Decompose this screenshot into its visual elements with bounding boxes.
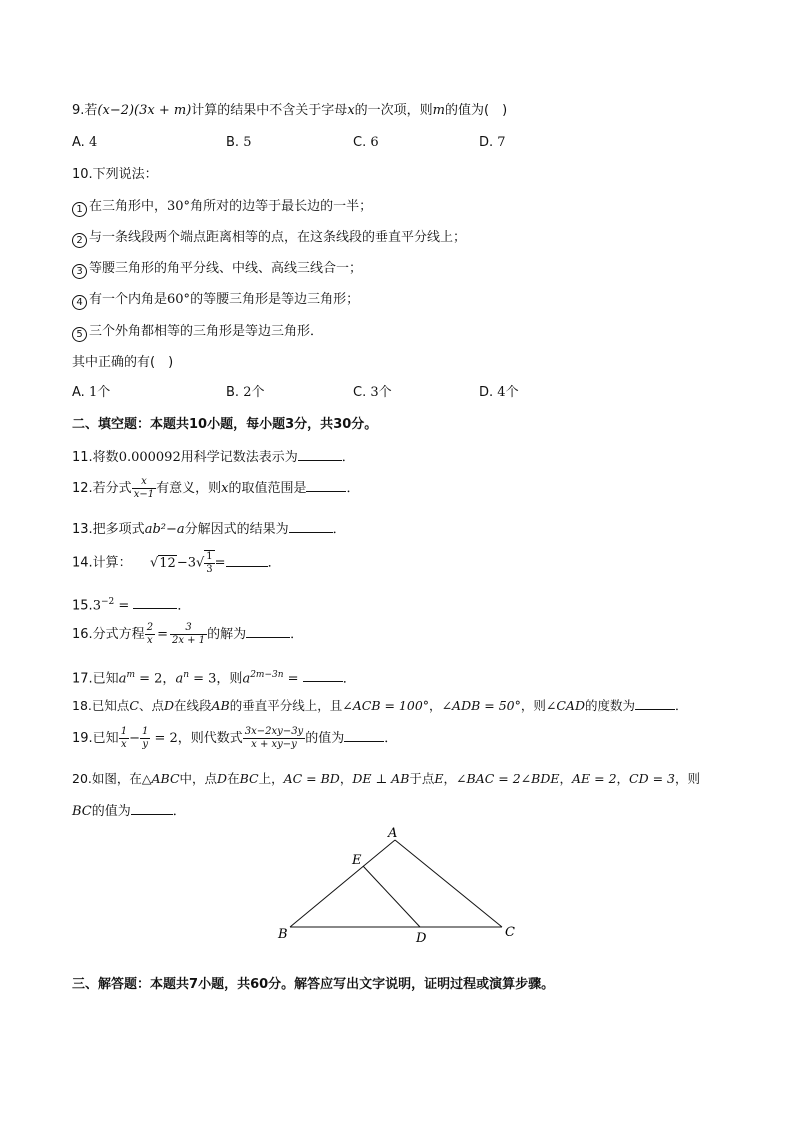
question-9-option-a: A. 4 (72, 135, 98, 150)
fraction: $\frac{1}{y}$ (141, 726, 149, 750)
side-ac (395, 840, 502, 927)
triangle-figure (270, 820, 530, 950)
answer-blank (246, 625, 290, 638)
answer-blank (131, 802, 173, 815)
fraction: $\frac{x}{x-1}$ (133, 476, 155, 500)
circled-number-1: 1 (72, 202, 87, 217)
question-9-option-b: B. 5 (226, 135, 252, 150)
fraction: $\frac{2}{x}$ (146, 622, 154, 646)
circled-number-2: 2 (72, 233, 87, 248)
answer-blank (289, 520, 333, 533)
question-10-option-b: B. 2个 (226, 385, 265, 400)
section-3-heading: 三、解答题：本题共7小题，共60分。解答应写出文字说明，证明过程或演算步骤。 (72, 977, 555, 992)
question-15: $15.3^{-2}$ = ． (72, 597, 191, 614)
statement-4: 4 有一个内角是60°的等腰三角形是等边三角形； (72, 292, 359, 310)
question-14: 14.计算： √12−3√ $\frac{1}{3}$ = ． (72, 551, 281, 575)
circled-number-4: 4 (72, 295, 87, 310)
fraction: $\frac{1}{x}$ (120, 726, 128, 750)
circled-number-3: 3 (72, 264, 87, 279)
answer-blank (226, 554, 268, 567)
question-9-stem: 9.若(x−2)(3x + m)计算的结果中不含关于字母x的一次项，则m的值为( ) (72, 103, 508, 118)
question-10-option-c: C. 3个 (353, 385, 392, 400)
circled-number-5: 5 (72, 327, 87, 342)
answer-blank (133, 596, 177, 609)
fraction: $\frac{1}{3}$ (206, 551, 213, 575)
question-11: 11.将数0.000092用科学记数法表示为 ． (72, 450, 355, 465)
question-18: 18.已知点C、点D在线段AB的垂直平分线上，且∠ACB = 100°，∠ADB = 50°，则∠CAD的度数为 ． (72, 698, 688, 713)
statement-3: 3 等腰三角形的角平分线、中线、高线三线合一； (72, 261, 362, 279)
question-17: 17.已知$a^m = 2$，$a^n = 3$，则$a^{2m-3n}$ = ． (72, 670, 356, 687)
question-10-stem: 10.下列说法： (72, 167, 158, 182)
statement-5: 5 三个外角都相等的三角形是等边三角形． (72, 324, 323, 342)
section-2-heading: 二、填空题：本题共10小题，每小题3分，共30分。 (72, 417, 378, 432)
label-d: D (416, 931, 427, 946)
question-10-prompt: 其中正确的有( ) (72, 355, 174, 370)
question-12: 12.若分式 $\frac{x}{x-1}$ 有意义，则x的取值范围是 ． (72, 476, 360, 500)
label-c: C (505, 925, 515, 940)
answer-blank (306, 479, 346, 492)
question-13: 13.把多项式ab²−a分解因式的结果为 ． (72, 522, 346, 537)
question-16: 16.分式方程 $\frac{2}{x}$ = $\frac{3}{2x + 1}$ 的解为 ． (72, 622, 304, 646)
segment-de (363, 866, 420, 927)
question-20-line-2: BC的值为 ． (72, 804, 186, 819)
question-9-option-c: C. 6 (353, 135, 379, 150)
statement-2: 2 与一条线段两个端点距离相等的点，在这条线段的垂直平分线上； (72, 230, 466, 248)
answer-blank (635, 697, 675, 710)
label-a: A (388, 826, 398, 841)
question-20-line-1: 20.如图，在△ABC中，点D在BC上，AC = BD，DE ⊥ AB于点E，∠BAC = 2∠BDE，AE = 2，CD = 3，则 (72, 771, 701, 786)
question-10-option-a: A. 1个 (72, 385, 111, 400)
fraction: $\frac{3}{2x + 1}$ (171, 622, 206, 646)
answer-blank (303, 669, 343, 682)
answer-blank (344, 729, 384, 742)
answer-blank (298, 448, 342, 461)
fraction: $\frac{3x-2xy-3y}{x + xy-y}$ (244, 726, 304, 750)
question-10-option-d: D. 4个 (479, 385, 519, 400)
statement-1: 1 在三角形中，30°角所对的边等于最长边的一半； (72, 199, 372, 217)
label-e: E (352, 853, 362, 868)
label-b: B (278, 927, 288, 942)
question-9-option-d: D. 7 (479, 135, 506, 150)
question-19: 19.已知 $\frac{1}{x}$ − $\frac{1}{y}$ = 2，则代数式 $\frac{3x-2xy-3y}{x + xy-y}$ 的值为 ． (72, 726, 398, 750)
